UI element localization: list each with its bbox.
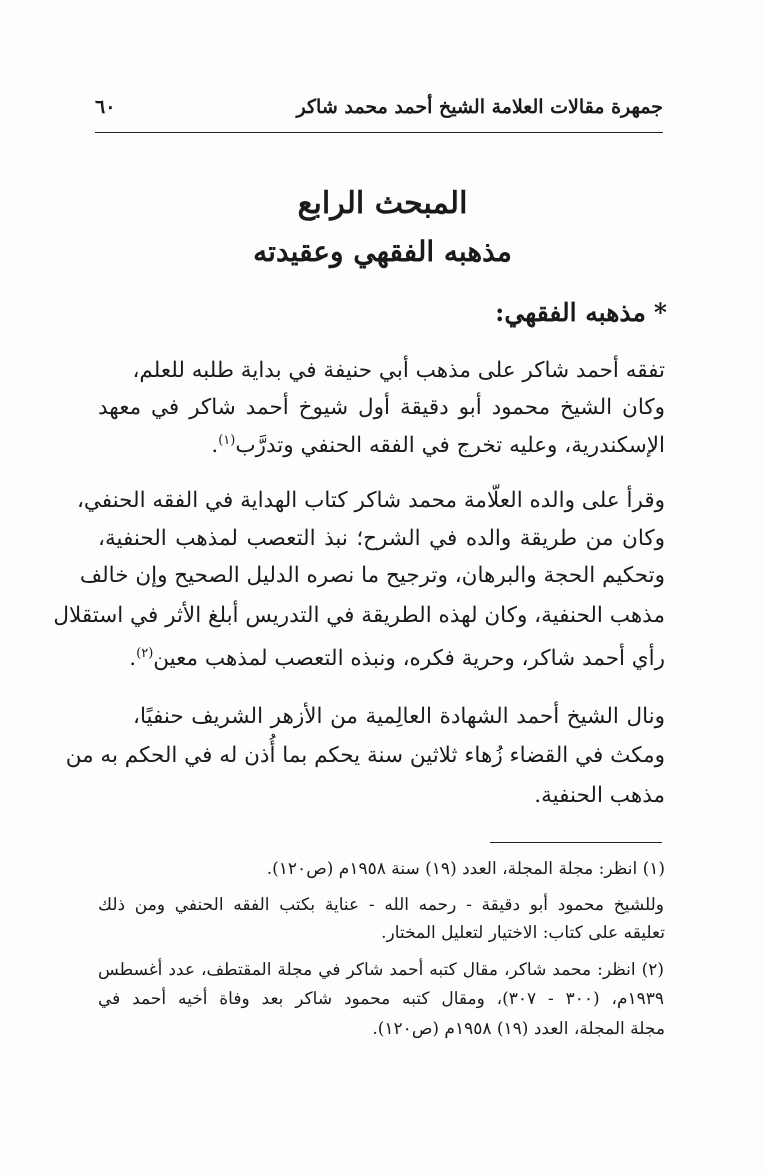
asterisk-icon: * <box>653 298 667 327</box>
paragraph-2-line-5-text: رأي أحمد شاكر، وحرية فكره، ونبذه التعصب لمذهب معين <box>153 646 665 671</box>
paragraph-2-line-1: وقرأ على والده العلّامة محمد شاكر كتاب الهداية في الفقه الحنفي، <box>76 488 665 513</box>
paragraph-1-end: . <box>211 433 219 458</box>
paragraph-3-line-2: ومكث في القضاء زُهاء ثلاثين سنة يحكم بما أُذن له في الحكم به من <box>65 743 665 768</box>
section-subtitle: مذهبه الفقهي وعقيدته <box>253 235 512 268</box>
paragraph-3-line-3: مذهب الحنفية. <box>534 783 665 808</box>
subheading-text: مذهبه الفقهي: <box>495 298 646 327</box>
footnote-ref-2: (٢) <box>136 645 154 661</box>
footnote-2-line-1: (٢) انظر: محمد شاكر، مقال كتبه أحمد شاكر في مجلة المقتطف، عدد أغسطس <box>98 960 664 980</box>
paragraph-2-line-4: مذهب الحنفية، وكان لهذه الطريقة في التدريس أبلغ الأثر في استقلال <box>53 603 665 628</box>
running-title: جمهرة مقالات العلامة الشيخ أحمد محمد شاكر <box>296 96 663 118</box>
footnote-2-line-2: ١٩٣٩م، (٣٠٠ - ٣٠٧)، ومقال كتبه محمود شاكر بعد وفاة أخيه أحمد في <box>98 989 664 1009</box>
footnote-separator <box>490 842 662 843</box>
paragraph-2-line-3: وتحكيم الحجة والبرهان، وترجيح ما نصره الدليل الصحيح وإن خالف <box>79 563 665 588</box>
footnote-ref-1: (١) <box>218 432 236 448</box>
page-number: ٦٠ <box>95 96 116 118</box>
footnote-1-line-2: وللشيخ محمود أبو دقيقة - رحمه الله - عناية بكتب الفقه الحنفي ومن ذلك <box>98 895 664 915</box>
page-header <box>95 92 663 133</box>
section-number-title: المبحث الرابع <box>297 186 468 221</box>
paragraph-2-end: . <box>129 646 137 671</box>
paragraph-1-line-2: وكان الشيخ محمود أبو دقيقة أول شيوخ أحمد شاكر في معهد <box>98 395 665 420</box>
paragraph-3-line-1: ونال الشيخ أحمد الشهادة العالِمية من الأزهر الشريف حنفيًا، <box>133 704 665 729</box>
subheading <box>495 298 667 327</box>
paragraph-1-line-3 <box>211 432 665 458</box>
footnote-1-line-3: تعليقه على كتاب: الاختيار لتعليل المختار. <box>381 923 665 943</box>
paragraph-1-line-1: تفقه أحمد شاكر على مذهب أبي حنيفة في بداية طلبه للعلم، <box>132 358 665 383</box>
footnote-1-line-1: (١) انظر: مجلة المجلة، العدد (١٩) سنة ١٩٥٨م (ص١٢٠). <box>266 859 665 879</box>
paragraph-2-line-2: وكان من طريقة والده في الشرح؛ نبذ التعصب لمذهب الحنفية، <box>98 526 665 551</box>
paragraph-2-line-5 <box>129 645 665 671</box>
paragraph-1-line-3-text: الإسكندرية، وعليه تخرج في الفقه الحنفي وتدرَّب <box>235 433 665 458</box>
footnote-2-line-3: مجلة المجلة، العدد (١٩) ١٩٥٨م (ص١٢٠). <box>372 1019 665 1039</box>
